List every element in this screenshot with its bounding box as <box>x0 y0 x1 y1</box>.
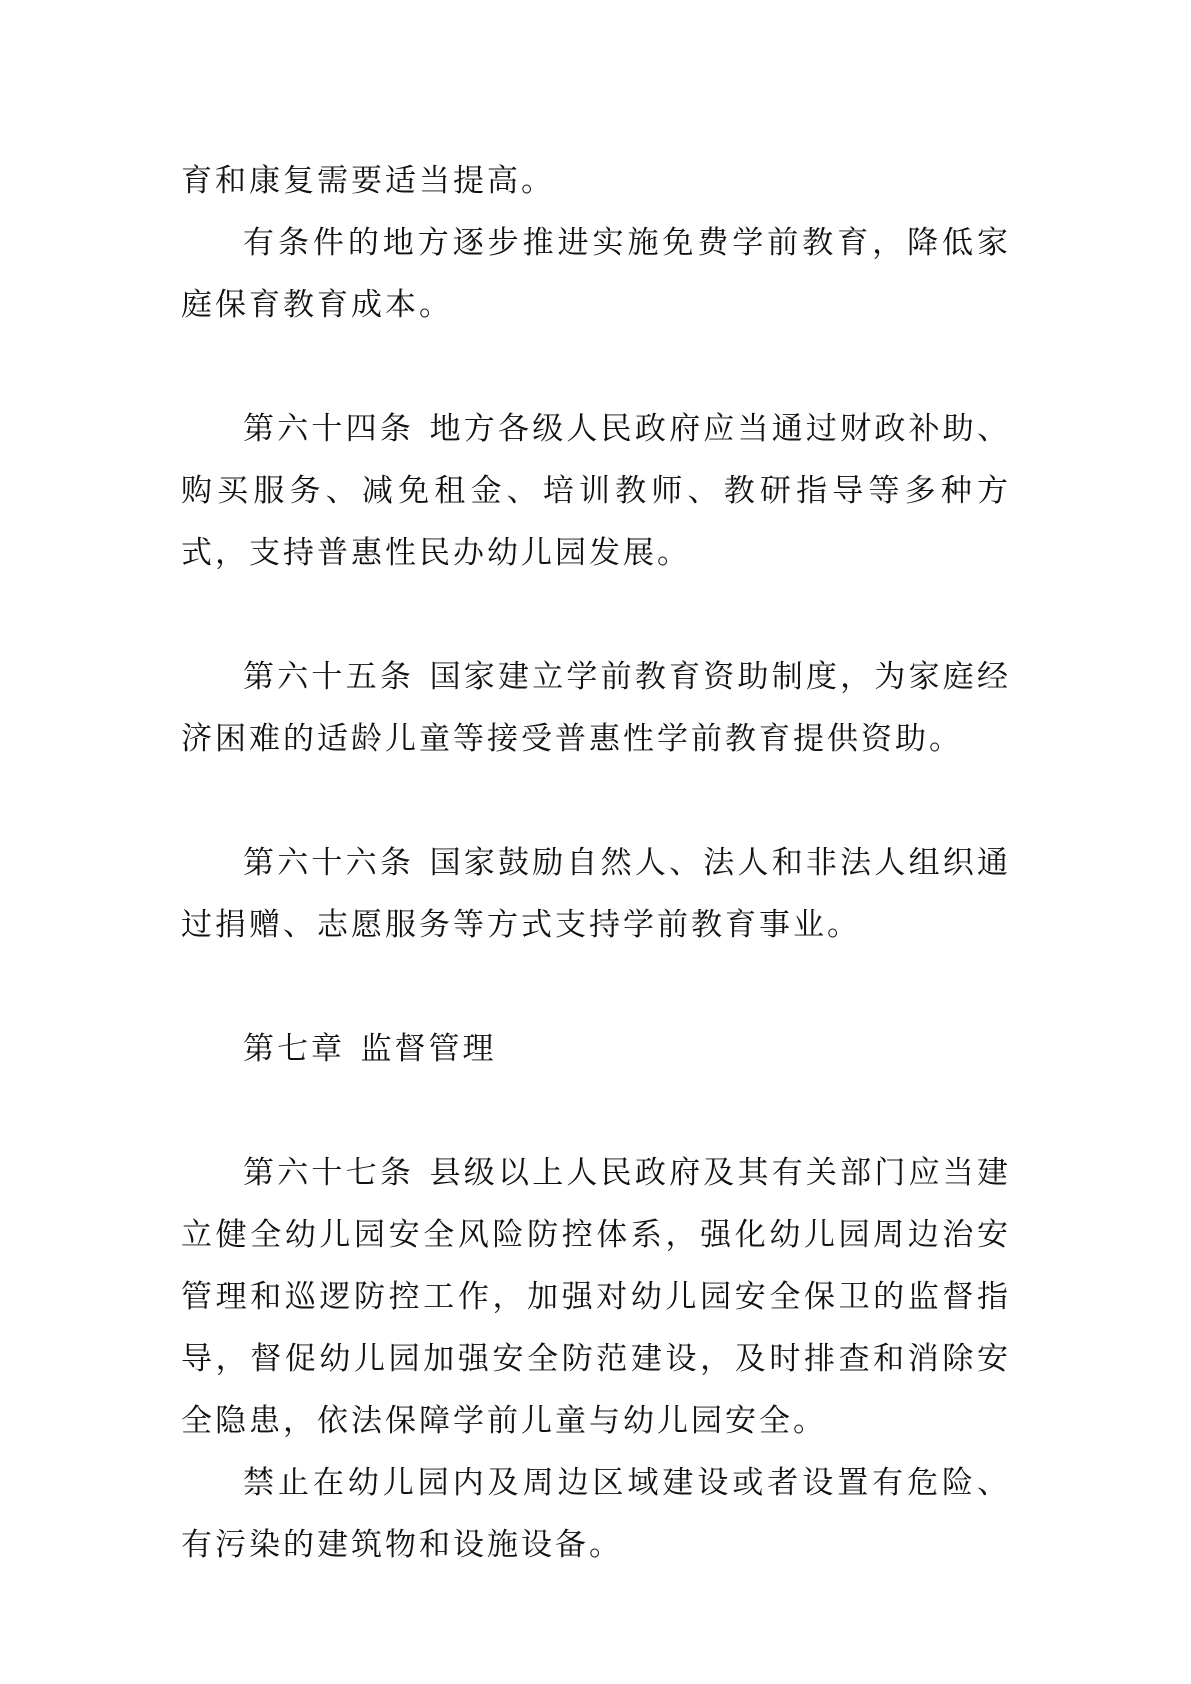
document-page <box>181 150 1011 1576</box>
article-64-number: 第六十四条 <box>243 411 415 447</box>
article-66-text: 国家鼓励自然人、法人和非法人组织通过捐赠、志愿服务等方式支持学前教育事业。 <box>181 845 1012 943</box>
article-65 <box>181 646 1011 770</box>
chapter-heading <box>181 1018 1011 1080</box>
article-64 <box>181 398 1011 584</box>
article-67 <box>181 1142 1011 1452</box>
article-64-text: 地方各级人民政府应当通过财政补助、购买服务、减免租金、培训教师、教研指导等多种方式，支持普惠性民办幼儿园发展。 <box>181 411 1012 571</box>
chapter-title: 监督管理 <box>360 1031 497 1067</box>
article-66-number: 第六十六条 <box>243 845 415 881</box>
article-66 <box>181 832 1011 956</box>
paragraph-continuation: 育和康复需要适当提高。 <box>181 163 555 199</box>
article-67-paragraph-2: 禁止在幼儿园内及周边区域建设或者设置有危险、有污染的建筑物和设施设备。 <box>181 1465 1011 1563</box>
paragraph-free-preschool: 有条件的地方逐步推进实施免费学前教育，降低家庭保育教育成本。 <box>181 225 1011 323</box>
article-67-number: 第六十七条 <box>243 1155 415 1191</box>
article-65-number: 第六十五条 <box>243 659 415 695</box>
chapter-number: 第七章 <box>243 1031 345 1067</box>
article-67-text: 县级以上人民政府及其有关部门应当建立健全幼儿园安全风险防控体系，强化幼儿园周边治安管理和巡逻防控工作，加强对幼儿园安全保卫的监督指导，督促幼儿园加强安全防范建设，及时排查和消除安全隐患，依法保障学前儿童与幼儿园安全。 <box>181 1155 1012 1439</box>
article-65-text: 国家建立学前教育资助制度，为家庭经济困难的适龄儿童等接受普惠性学前教育提供资助。 <box>181 659 1012 757</box>
